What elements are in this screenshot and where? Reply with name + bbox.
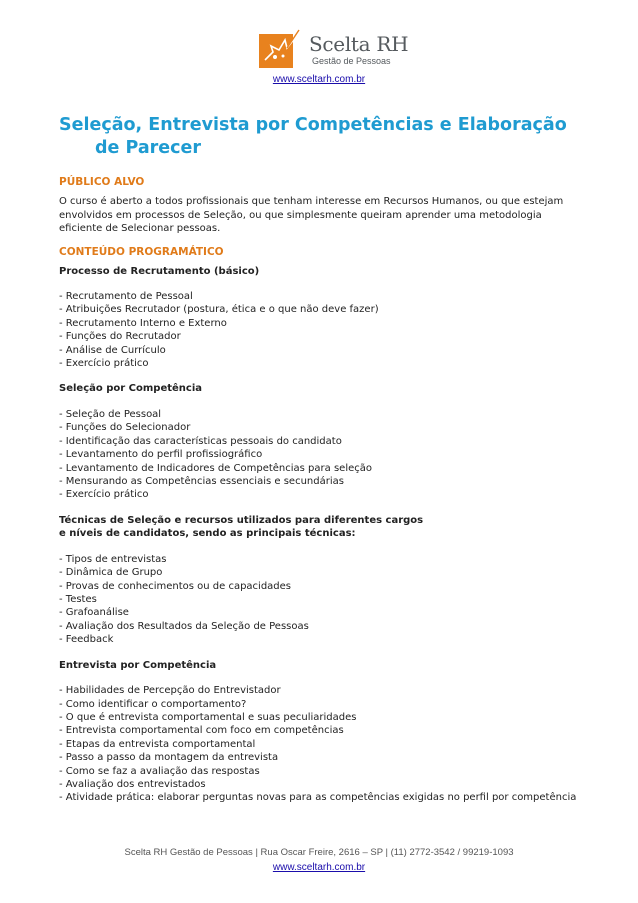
list-item: - Atividade prática: elaborar perguntas novas para as competências exigidas no perfil por competência — [59, 792, 577, 804]
list-item: - Tipos de entrevistas — [59, 553, 167, 565]
list-item: - Como identificar o comportamento? — [59, 698, 247, 710]
footer-site-link[interactable]: www.sceltarh.com.br — [272, 862, 366, 873]
list-item: - Avaliação dos entrevistados — [59, 778, 206, 790]
section-tecnicas-title-line1: Técnicas de Seleção e recursos utilizados para diferentes cargos — [59, 514, 424, 526]
list-item: - Dinâmica de Grupo — [59, 567, 163, 579]
footer-address: Scelta RH Gestão de Pessoas | Rua Oscar Freire, 2616 – SP | (11) 2772-3542 / 99219-1093 — [124, 847, 514, 858]
logo-icon — [259, 26, 303, 70]
list-item: - Entrevista comportamental com foco em competências — [59, 725, 344, 737]
list-item: - Testes — [59, 594, 97, 605]
logo-name: Scelta RH — [309, 32, 409, 56]
list-item: - Habilidades de Percepção do Entrevistador — [59, 685, 281, 697]
list-item: - Funções do Selecionador — [59, 422, 191, 434]
list-item: - Etapas da entrevista comportamental — [59, 738, 256, 750]
list-item: - Recrutamento de Pessoal — [59, 291, 193, 302]
list-item: - Identificação das características pessoais do candidato — [59, 435, 342, 447]
page-title: Seleção, Entrevista por Competências e Elaboração de Parecer — [59, 115, 567, 158]
section-tecnicas-title-line2: e níveis de candidatos, sendo as principais técnicas: — [59, 528, 356, 540]
section-recrutamento-title: Processo de Recrutamento (básico) — [59, 265, 260, 277]
list-item: - Análise de Currículo — [59, 344, 166, 356]
list-item: - Recrutamento Interno e Externo — [59, 317, 227, 329]
list-item: - Funções do Recrutador — [59, 331, 181, 343]
list-item: - Levantamento do perfil profissiográfico — [59, 449, 263, 461]
list-item: - Feedback — [59, 634, 114, 646]
section-tecnicas-list — [59, 553, 579, 647]
list-item: - Mensurando as Competências essenciais e secundárias — [59, 475, 344, 487]
list-item: - O que é entrevista comportamental e suas peculiaridades — [59, 711, 357, 723]
list-item: - Atribuições Recrutador (postura, ética e o que não deve fazer) — [59, 304, 379, 316]
conteudo-heading: CONTEÚDO PROGRAMÁTICO — [59, 245, 224, 258]
page-footer — [0, 846, 638, 875]
list-item: - Exercício prático — [59, 358, 149, 370]
list-item: - Passo a passo da montagem da entrevista — [59, 752, 279, 764]
logo-tagline: Gestão de Pessoas — [312, 56, 391, 66]
document-body — [59, 114, 579, 817]
list-item: - Grafoanálise — [59, 607, 129, 619]
list-item: - Exercício prático — [59, 489, 149, 501]
section-recrutamento-list — [59, 290, 579, 370]
section-selecao-list — [59, 408, 579, 502]
header-site-link[interactable]: www.sceltarh.com.br — [272, 74, 366, 85]
publico-alvo-text: O curso é aberto a todos profissionais que tenham interesse em Recursos Humanos, ou que estejam envolvidos em processos de Seleção, ou que simplesmente queiram aprender uma metodologia eficiente de Selecionar pessoas. — [59, 196, 564, 234]
section-selecao-title: Seleção por Competência — [59, 383, 203, 395]
section-tecnicas-title — [59, 514, 579, 541]
publico-alvo-heading: PÚBLICO ALVO — [59, 176, 145, 188]
page-header — [0, 12, 638, 92]
list-item: - Como se faz a avaliação das respostas — [59, 765, 260, 777]
section-entrevista-list — [59, 684, 579, 805]
section-entrevista-title: Entrevista por Competência — [59, 659, 217, 671]
list-item: - Levantamento de Indicadores de Competências para seleção — [59, 462, 372, 474]
list-item: - Provas de conhecimentos ou de capacidades — [59, 580, 292, 592]
list-item: - Seleção de Pessoal — [59, 408, 162, 420]
scelta-logo — [259, 16, 409, 72]
list-item: - Avaliação dos Resultados da Seleção de Pessoas — [59, 620, 309, 632]
